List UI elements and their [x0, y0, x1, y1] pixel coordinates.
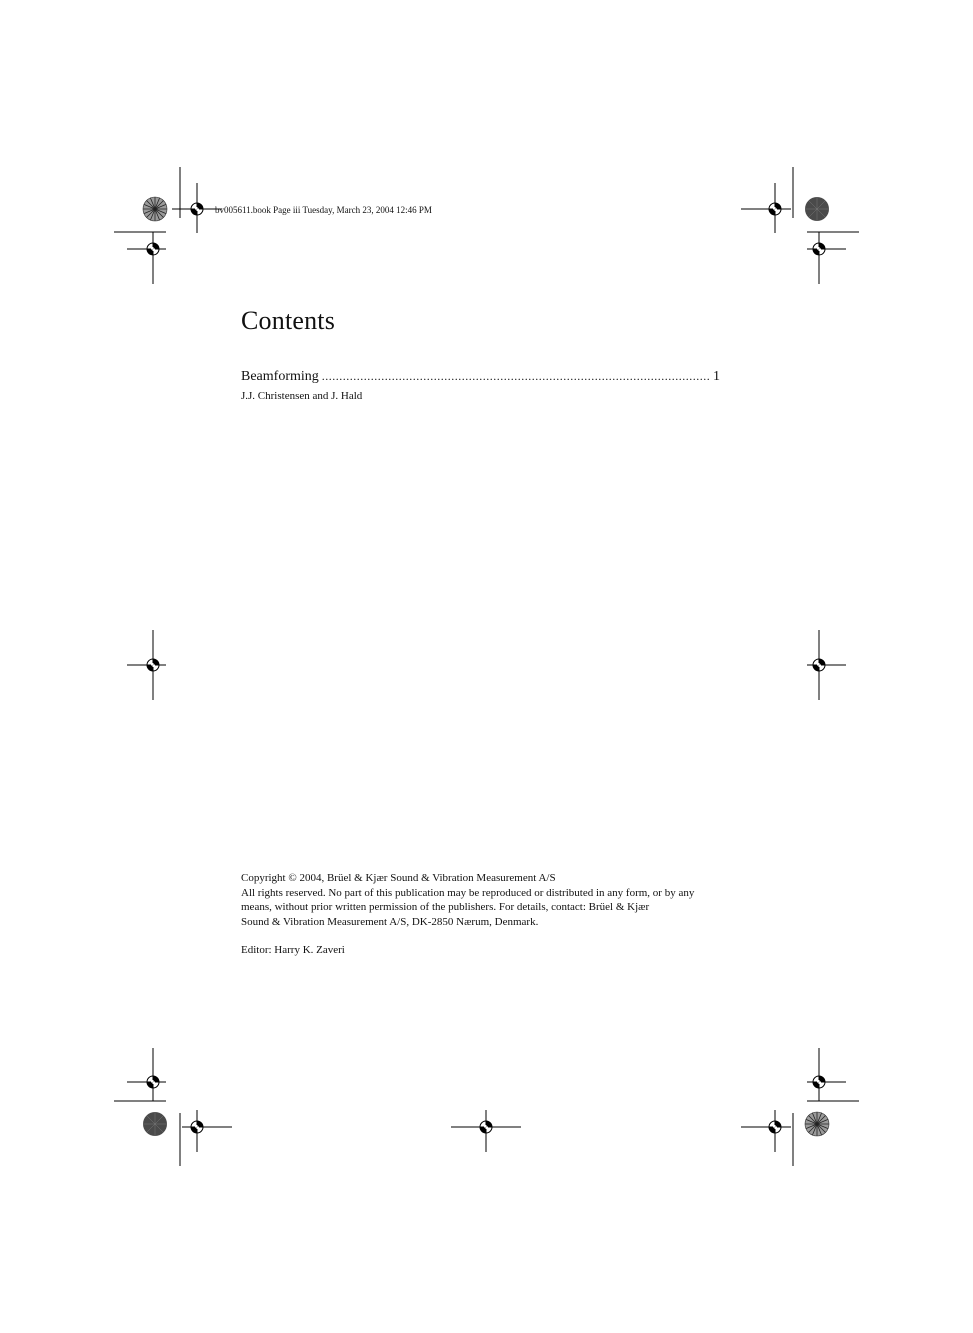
page-title: Contents: [241, 306, 336, 335]
toc-entry[interactable]: [241, 369, 720, 385]
copyright-line: Copyright © 2004, Brüel & Kjær Sound & Vibration Measurement A/S: [241, 872, 556, 884]
toc-leader-dots: [322, 369, 711, 384]
copyright-line: All rights reserved. No part of this publication may be reproduced or distributed in any form, or by any: [241, 886, 695, 899]
copyright-line: Sound & Vibration Measurement A/S, DK-2850 Nærum, Denmark.: [241, 915, 539, 928]
copyright-line: means, without prior written permission of the publishers. For details, contact: Brüel & Kjær: [241, 901, 650, 913]
toc-entry-title: Beamforming: [241, 369, 319, 384]
copyright-block: [241, 871, 731, 929]
print-slug: bv005611.book Page iii Tuesday, March 23, 2004 12:46 PM: [215, 205, 432, 215]
toc-entry-page: 1: [713, 369, 720, 384]
editor-credit: Editor: Harry K. Zaveri: [241, 944, 345, 956]
toc-entry-authors: J.J. Christensen and J. Hald: [241, 390, 363, 402]
